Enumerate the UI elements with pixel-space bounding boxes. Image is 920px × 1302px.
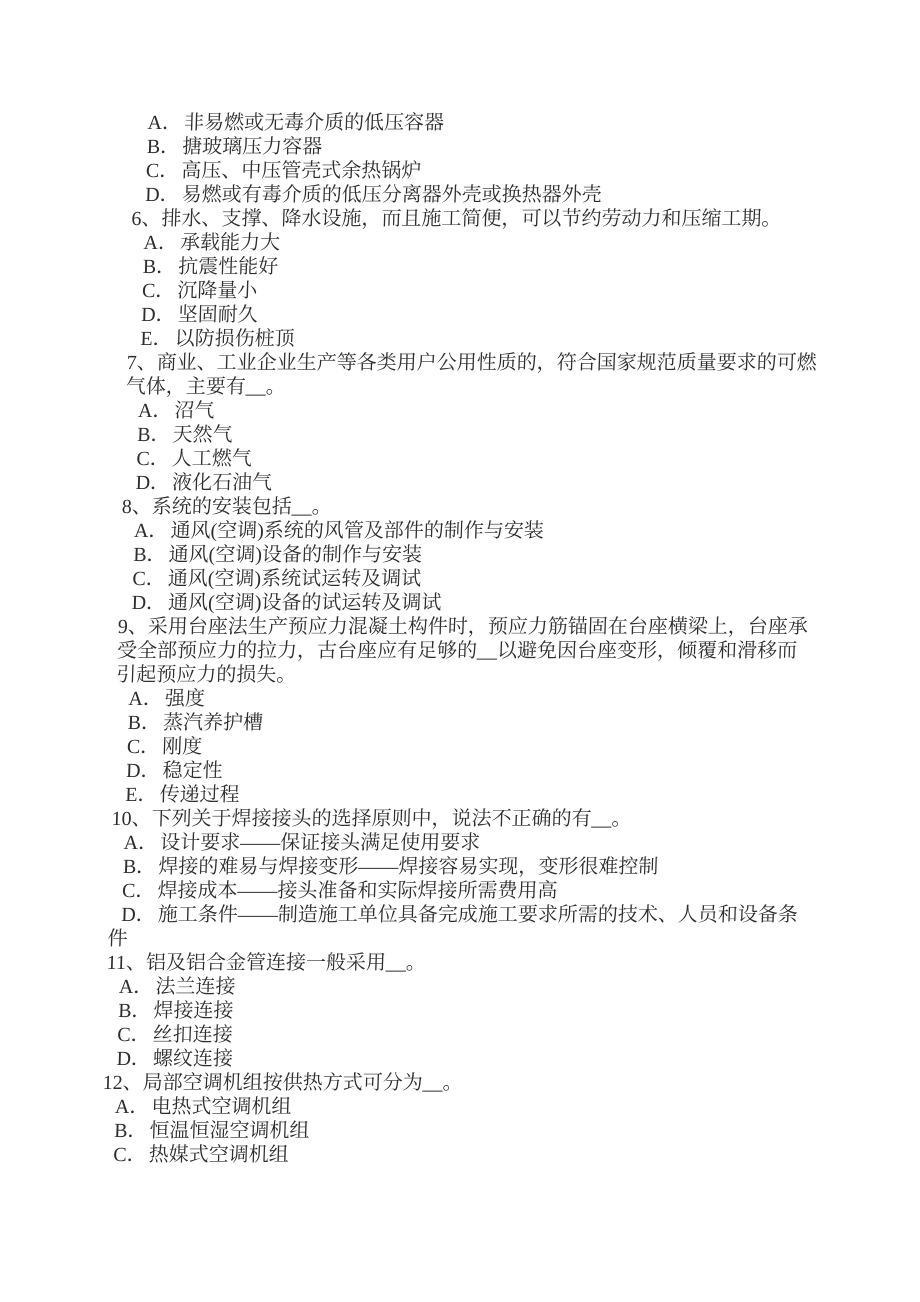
option-label: A． — [114, 1096, 150, 1118]
option-label: C． — [145, 160, 180, 182]
option-text: 承载能力大 — [179, 232, 281, 254]
option-line — [102, 1095, 803, 1119]
option-label: D． — [125, 760, 161, 782]
option-label: A． — [133, 520, 169, 542]
option-line — [122, 471, 823, 495]
option-label: A． — [123, 832, 159, 854]
question-stem-line: 9、采用台座法生产预应力混凝土构件时，预应力筋锚固在台座横梁上，台座承 — [117, 616, 809, 638]
option-label: B． — [142, 256, 177, 278]
option-text: 易燃或有毒介质的低压分离器外壳或换热器外壳 — [181, 184, 603, 206]
option-line — [129, 279, 830, 303]
option-label: C． — [132, 568, 167, 590]
option-line — [105, 999, 806, 1023]
option-text: 热媒式空调机组 — [148, 1144, 290, 1166]
option-text: 焊接成本——接头准备和实际焊接所需费用高 — [157, 880, 558, 902]
question-stem-line: 10、下列关于焊接接头的选择原则中，说法不正确的有__。 — [111, 808, 632, 830]
option-text: 法兰连接 — [155, 976, 236, 998]
option-label: C． — [121, 880, 156, 902]
option-label: A． — [147, 112, 183, 134]
option-label: B． — [113, 1120, 148, 1142]
option-label: E． — [124, 784, 158, 806]
question-stem-line: 11、铝及铝合金管连接一般采用__。 — [106, 952, 427, 974]
option-line — [114, 711, 815, 735]
option-label: B． — [132, 544, 167, 566]
option-label: A． — [118, 976, 154, 998]
option-text: 通风(空调)设备的试运转及调试 — [167, 592, 442, 614]
option-line — [118, 591, 819, 615]
option-text: 非易燃或无毒介质的低压容器 — [183, 112, 445, 134]
option-line — [124, 423, 825, 447]
option-text: 恒温恒湿空调机组 — [149, 1120, 310, 1142]
option-text: 刚度 — [161, 736, 203, 758]
option-line — [127, 327, 828, 351]
option-text: 稳定性 — [162, 760, 223, 782]
option-line — [121, 519, 822, 543]
option-text: 通风(空调)系统的风管及部件的制作与安装 — [170, 520, 545, 542]
option-label: B． — [122, 856, 157, 878]
option-text: 以防损伤桩顶 — [174, 328, 296, 350]
option-wrap-line: 件 — [107, 928, 128, 950]
option-text: 施工条件——制造施工单位具备完成施工要求所需的技术、人员和设备条 — [157, 904, 799, 926]
option-label: A． — [128, 688, 164, 710]
option-line — [113, 759, 814, 783]
option-text: 通风(空调)系统试运转及调试 — [167, 568, 422, 590]
question-stem-line: 受全部预应力的拉力，古台座应有足够的__以避免因台座变形，倾覆和滑移而 — [116, 640, 798, 662]
option-line — [134, 111, 835, 135]
option-text: 电热式空调机组 — [151, 1096, 292, 1118]
option-text: 搪玻璃压力容器 — [181, 136, 323, 158]
option-line — [133, 159, 834, 183]
option-text: 坚固耐久 — [177, 304, 259, 326]
option-line — [110, 855, 811, 879]
option-line — [108, 903, 809, 927]
option-line — [101, 1119, 802, 1143]
question-stem-line: 6、排水、支撑、降水设施，而且施工简便，可以节约劳动力和压缩工期。 — [131, 208, 782, 230]
option-line — [114, 735, 815, 759]
option-text: 丝扣连接 — [152, 1024, 234, 1046]
option-text: 蒸汽养护槽 — [162, 712, 264, 734]
option-line — [100, 1143, 801, 1167]
option-label: C． — [113, 1144, 148, 1166]
question-stem-line: 8、系统的安装包括__。 — [121, 496, 333, 518]
option-label: B． — [136, 424, 171, 446]
option-line — [112, 783, 813, 807]
option-line — [106, 975, 807, 999]
option-label: D． — [131, 592, 167, 614]
option-line — [115, 687, 816, 711]
option-line — [110, 831, 811, 855]
option-text: 沼气 — [174, 400, 215, 422]
option-label: D． — [116, 1048, 152, 1070]
question-stem-line: 12、局部空调机组按供热方式可分为__。 — [102, 1072, 464, 1094]
option-label: A． — [137, 400, 173, 422]
question-stem-line: 引起预应力的损失。 — [115, 664, 297, 686]
option-label: B． — [127, 712, 162, 734]
option-text: 沉降量小 — [177, 280, 258, 302]
option-line — [109, 879, 810, 903]
option-line — [104, 1023, 805, 1047]
option-text: 强度 — [164, 688, 206, 710]
option-line — [132, 183, 833, 207]
option-line — [129, 255, 830, 279]
option-line — [130, 231, 831, 255]
option-label: B． — [117, 1000, 152, 1022]
option-line — [128, 303, 829, 327]
option-text: 设计要求——保证接头满足使用要求 — [159, 832, 481, 854]
option-line — [119, 567, 820, 591]
option-label: E． — [140, 328, 174, 350]
option-line — [120, 543, 821, 567]
option-text: 焊接的难易与焊接变形——焊接容易实现，变形很难控制 — [157, 856, 659, 878]
option-line — [103, 1047, 804, 1071]
option-label: D． — [120, 904, 157, 926]
option-text: 螺纹连接 — [152, 1048, 234, 1070]
option-text: 通风(空调)设备的制作与安装 — [168, 544, 423, 566]
option-text: 天然气 — [172, 424, 233, 446]
option-text: 人工燃气 — [171, 448, 253, 470]
option-label: D． — [144, 184, 181, 206]
option-text: 液化石油气 — [171, 472, 273, 494]
question-stem-line: 7、商业、工业企业生产等各类用户公用性质的，符合国家规范质量要求的可燃 — [126, 352, 818, 374]
option-label: C． — [141, 280, 176, 302]
option-line — [133, 135, 834, 159]
question-stem-line: 气体，主要有__。 — [125, 376, 287, 398]
option-line — [125, 399, 826, 423]
option-label: C． — [126, 736, 161, 758]
option-label: C． — [136, 448, 171, 470]
option-label: B． — [146, 136, 181, 158]
option-text: 焊接连接 — [153, 1000, 234, 1022]
option-label: C． — [116, 1024, 152, 1046]
option-text: 抗震性能好 — [177, 256, 279, 278]
option-label: A． — [143, 232, 179, 254]
option-text: 传递过程 — [159, 784, 240, 806]
exam-questions-list — [100, 111, 835, 1167]
option-text: 高压、中压管壳式余热锅炉 — [180, 160, 422, 182]
option-label: D． — [140, 304, 177, 326]
option-label: D． — [135, 472, 171, 494]
option-line — [123, 447, 824, 471]
